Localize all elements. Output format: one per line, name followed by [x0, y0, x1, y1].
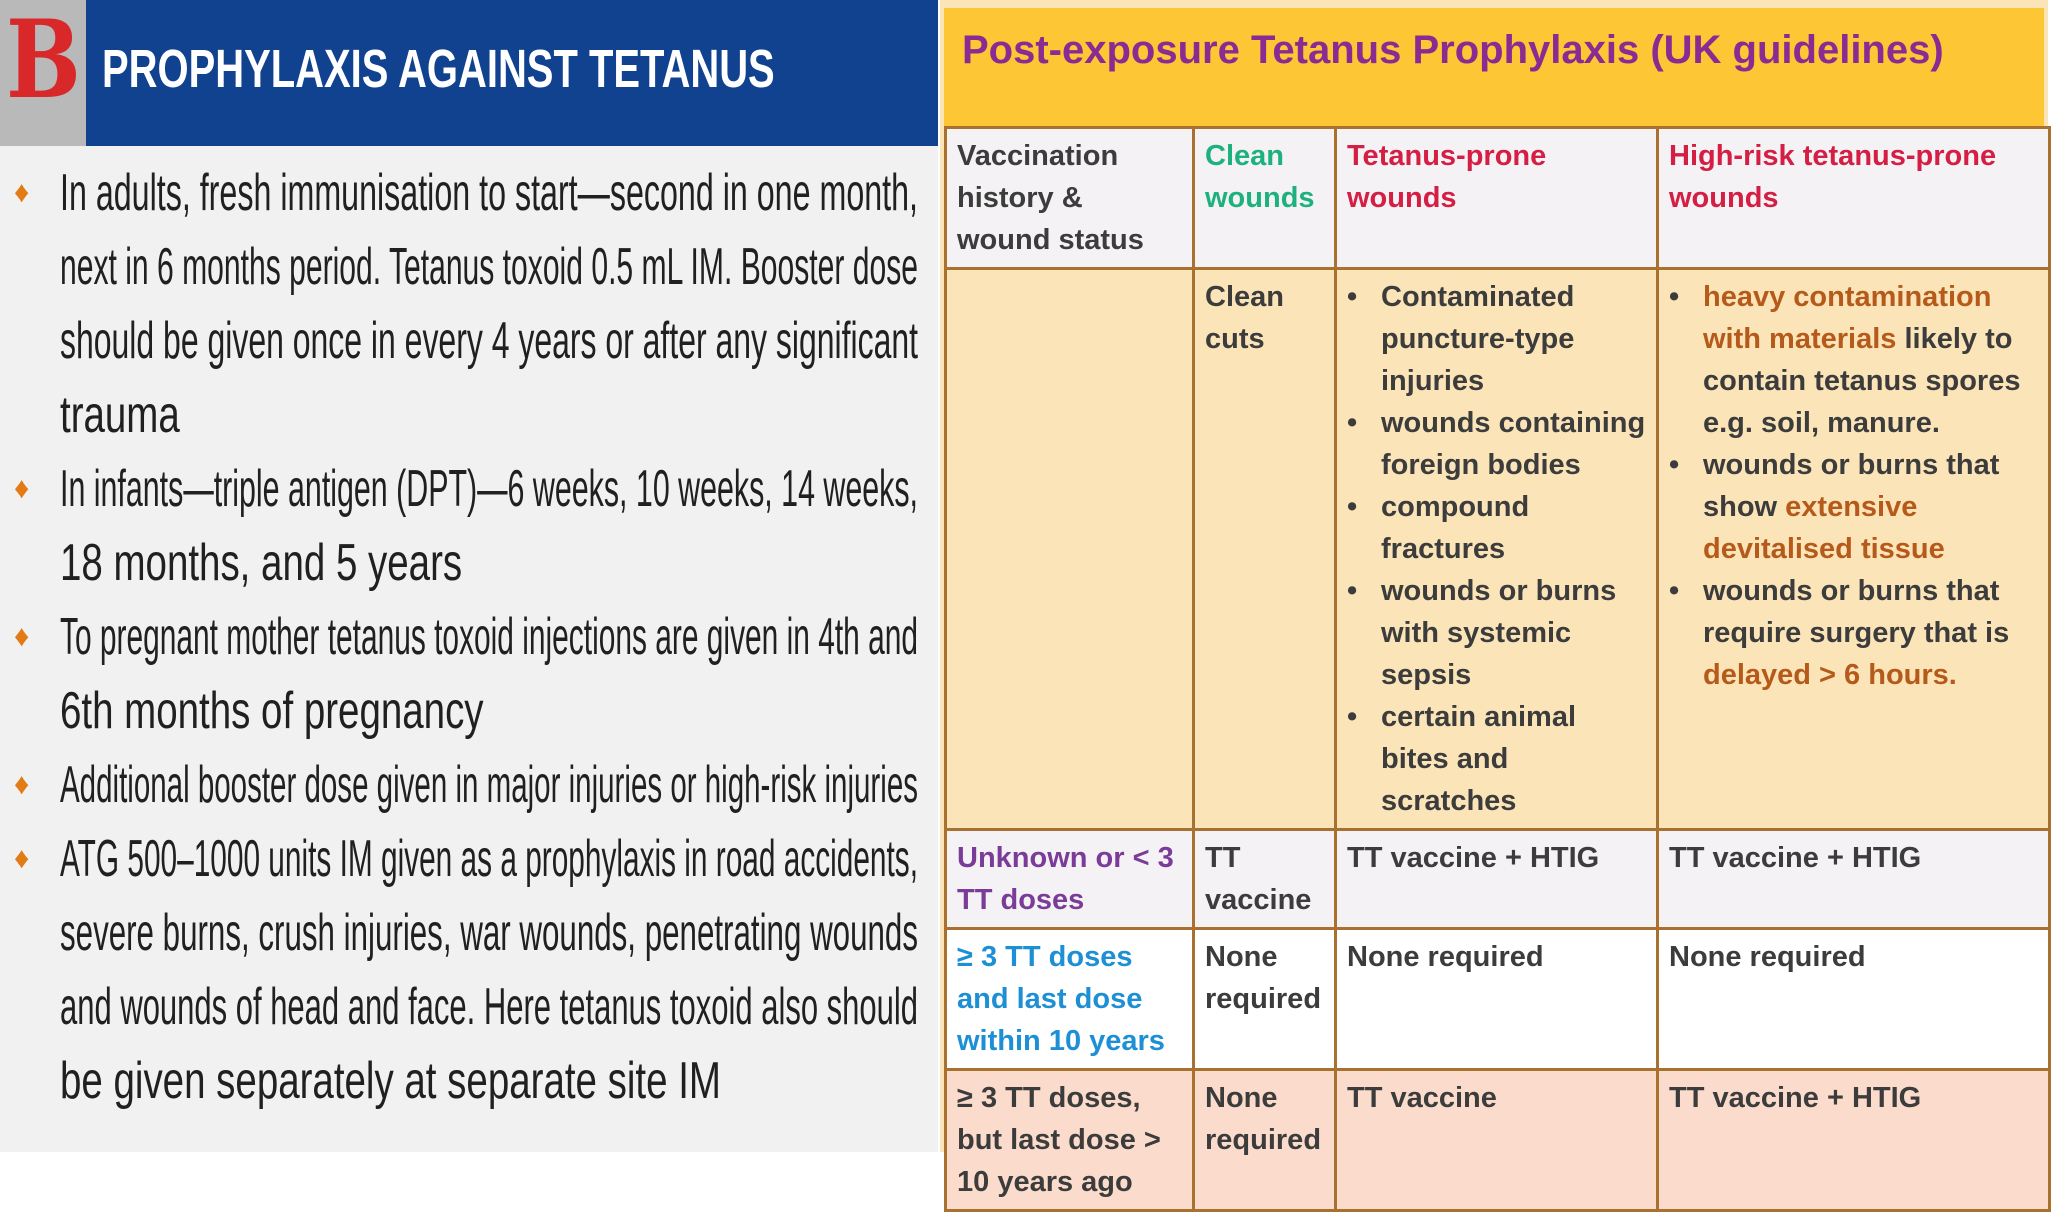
status-cell: Unknown or < 3 TT doses: [946, 830, 1194, 929]
left-panel: [0, 0, 938, 1152]
table-row: [946, 830, 2050, 929]
table-row: [946, 929, 2050, 1070]
bullet-item: [0, 822, 938, 1118]
header-vaccination-history: Vaccination history & wound status: [946, 128, 1194, 269]
bullet-line: In infants—triple antigen (DPT)—6 weeks, 10 weeks, 14 weeks,: [60, 460, 918, 518]
clean-definition: Clean cuts: [1194, 269, 1336, 830]
prone-item: • certain animal bites and scratches: [1381, 696, 1646, 822]
high-risk-item: • wounds or burns that require surgery that is delayed > 6 hours.: [1703, 570, 2038, 696]
high-risk-item: • wounds or burns that show extensive devitalised tissue: [1703, 444, 2038, 570]
definitions-empty-cell: [946, 269, 1194, 830]
header-high-risk: High-risk tetanus-prone wounds: [1658, 128, 2050, 269]
clean-cell: TT vaccine: [1194, 830, 1336, 929]
bullet-item: [0, 452, 938, 600]
high-risk-list: [1669, 276, 2038, 696]
prone-cell: TT vaccine: [1336, 1070, 1658, 1211]
bullet-line: should be given once in every 4 years or after any significant: [60, 312, 918, 370]
high-risk-definition: [1658, 269, 2050, 830]
high-risk-cell: TT vaccine + HTIG: [1658, 1070, 2050, 1211]
clean-cell: None required: [1194, 929, 1336, 1070]
table-row: [946, 1070, 2050, 1211]
bullet-line: In adults, fresh immunisation to start—second in one month,: [60, 164, 918, 222]
diamond-bullet-icon: ♦: [14, 842, 30, 875]
prone-item: • wounds containing foreign bodies: [1381, 402, 1646, 486]
diamond-bullet-icon: ♦: [14, 472, 30, 505]
bullet-item: [0, 156, 938, 452]
bullet-line: severe burns, crush injuries, war wounds, penetrating wounds: [60, 904, 918, 962]
definitions-row: [946, 269, 2050, 830]
bullet-line: Additional booster dose given in major injuries or high-risk injuries: [60, 756, 918, 814]
bullet-line: ATG 500–1000 units IM given as a prophylaxis in road accidents,: [60, 830, 918, 888]
table-header-row: [946, 128, 2050, 269]
prone-item: • Contaminated puncture-type injuries: [1381, 276, 1646, 402]
table-title: Post-exposure Tetanus Prophylaxis (UK guidelines): [962, 28, 1944, 72]
section-letter: B: [6, 0, 81, 123]
bullet-line: next in 6 months period. Tetanus toxoid 0.5 mL IM. Booster dose: [60, 238, 918, 296]
prophylaxis-table: [944, 126, 2051, 1212]
prone-item: • wounds or burns with systemic sepsis: [1381, 570, 1646, 696]
bullet-line: be given separately at separate site IM: [60, 1052, 721, 1110]
high-risk-cell: TT vaccine + HTIG: [1658, 830, 2050, 929]
high-risk-cell: None required: [1658, 929, 2050, 1070]
status-cell: ≥ 3 TT doses, but last dose > 10 years ago: [946, 1070, 1194, 1211]
section-title: PROPHYLAXIS AGAINST TETANUS: [102, 39, 775, 99]
section-badge: [0, 0, 86, 146]
prone-list: [1347, 276, 1646, 822]
right-panel: [940, 0, 2048, 1198]
bullet-item: [0, 600, 938, 748]
prone-item: • compound fractures: [1381, 486, 1646, 570]
prone-cell: None required: [1336, 929, 1658, 1070]
section-title-bar: [86, 0, 938, 146]
bullet-line: and wounds of head and face. Here tetanus toxoid also should: [60, 978, 918, 1036]
bullet-item: [0, 748, 938, 822]
prone-definition: [1336, 269, 1658, 830]
prone-cell: TT vaccine + HTIG: [1336, 830, 1658, 929]
bullet-line: 6th months of pregnancy: [60, 682, 484, 740]
prophylaxis-bullet-list: [0, 156, 938, 1118]
clean-cell: None required: [1194, 1070, 1336, 1211]
table-title-bar: [944, 8, 2044, 126]
bullet-line: trauma: [60, 386, 180, 444]
bullet-line: To pregnant mother tetanus toxoid injections are given in 4th and: [60, 608, 918, 666]
header-clean-wounds: Clean wounds: [1194, 128, 1336, 269]
diamond-bullet-icon: ♦: [14, 768, 30, 801]
header-tetanus-prone: Tetanus-prone wounds: [1336, 128, 1658, 269]
diamond-bullet-icon: ♦: [14, 176, 30, 209]
bullet-line: 18 months, and 5 years: [60, 534, 463, 592]
high-risk-item: • heavy contamination with materials likely to contain tetanus spores e.g. soil, manure.: [1703, 276, 2038, 444]
status-cell: ≥ 3 TT doses and last dose within 10 years: [946, 929, 1194, 1070]
diamond-bullet-icon: ♦: [14, 620, 30, 653]
